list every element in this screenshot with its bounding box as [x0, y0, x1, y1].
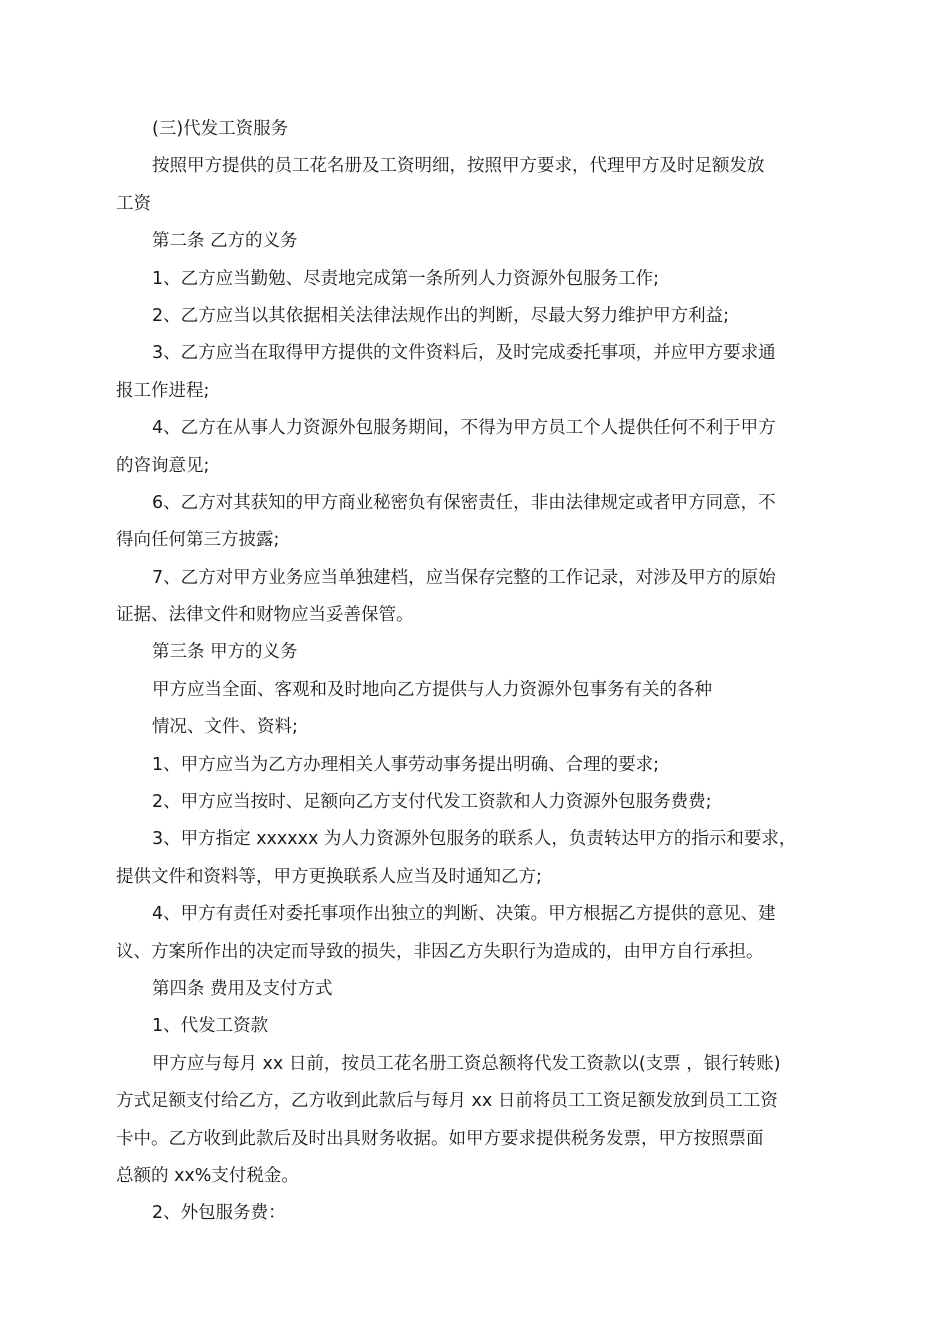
paragraph [116, 148, 846, 223]
text-line: 甲方应当全面、客观和及时地向乙方提供与人力资源外包事务有关的各种 [152, 679, 712, 700]
paragraph [116, 971, 846, 1008]
text-line: 提供文件和资料等，甲方更换联系人应当及时通知乙方; [116, 866, 542, 887]
text-line: 4、乙方在从事人力资源外包服务期间，不得为甲方员工个人提供任何不利于甲方 [152, 418, 776, 439]
text-line: 工资 [116, 193, 151, 214]
text-line: 得向任何第三方披露; [116, 530, 280, 551]
paragraph [116, 410, 846, 485]
text-line: 1、代发工资款 [152, 1016, 269, 1037]
document-body [116, 111, 846, 1233]
paragraph [116, 1046, 846, 1196]
text-line: 2、乙方应当以其依据相关法律法规作出的判断，尽最大努力维护甲方利益; [152, 305, 730, 326]
text-line: 报工作进程; [116, 380, 210, 401]
paragraph [116, 634, 846, 671]
paragraph [116, 261, 846, 298]
text-line: 情况、文件、资料; [152, 717, 298, 738]
paragraph [116, 298, 846, 335]
text-line: 1、乙方应当勤勉、尽责地完成第一条所列人力资源外包服务工作; [152, 268, 660, 289]
text-line: 3、乙方应当在取得甲方提供的文件资料后，及时完成委托事项，并应甲方要求通 [152, 343, 776, 364]
text-line: 卡中。乙方收到此款后及时出具财务收据。如甲方要求提供税务发票，甲方按照票面 [116, 1128, 764, 1149]
text-line: 议、方案所作出的决定而导致的损失，非因乙方失职行为造成的，由甲方自行承担。 [116, 941, 764, 962]
paragraph [116, 821, 846, 896]
paragraph [116, 485, 846, 560]
text-line: (三)代发工资服务 [152, 119, 289, 139]
text-line: 6、乙方对其获知的甲方商业秘密负有保密责任，非由法律规定或者甲方同意，不 [152, 492, 776, 513]
paragraph [116, 672, 846, 709]
text-line: 甲方应与每月 xx 日前，按员工花名册工资总额将代发工资款以(支票 ，银行转账) [152, 1053, 781, 1074]
paragraph [116, 223, 846, 260]
text-line: 4、甲方有责任对委托事项作出独立的判断、决策。甲方根据乙方提供的意见、建 [152, 904, 776, 925]
paragraph [116, 1195, 846, 1232]
text-line: 总额的 xx%支付税金。 [116, 1165, 299, 1186]
paragraph [116, 709, 846, 746]
paragraph [116, 784, 846, 821]
text-line: 7、乙方对甲方业务应当单独建档，应当保存完整的工作记录，对涉及甲方的原始 [152, 567, 776, 588]
text-line: 第四条 费用及支付方式 [152, 978, 333, 999]
text-line: 2、甲方应当按时、足额向乙方支付代发工资款和人力资源外包服务费费; [152, 792, 712, 813]
paragraph [116, 1008, 846, 1045]
paragraph [116, 111, 846, 148]
text-line: 3、甲方指定 xxxxxx 为人力资源外包服务的联系人，负责转达甲方的指示和要求， [152, 829, 797, 850]
text-line: 的咨询意见; [116, 455, 210, 476]
text-line: 方式足额支付给乙方，乙方收到此款后与每月 xx 日前将员工工资足额发放到员工工资 [116, 1091, 778, 1112]
text-line: 第三条 甲方的义务 [152, 642, 298, 663]
paragraph [116, 896, 846, 971]
text-line: 证据、法律文件和财物应当妥善保管。 [116, 605, 414, 626]
text-line: 按照甲方提供的员工花名册及工资明细，按照甲方要求，代理甲方及时足额发放 [152, 156, 765, 177]
paragraph [116, 560, 846, 635]
text-line: 第二条 乙方的义务 [152, 231, 298, 252]
text-line: 2、外包服务费： [152, 1203, 286, 1224]
paragraph [116, 747, 846, 784]
text-line: 1、甲方应当为乙方办理相关人事劳动事务提出明确、合理的要求; [152, 754, 660, 775]
paragraph [116, 335, 846, 410]
